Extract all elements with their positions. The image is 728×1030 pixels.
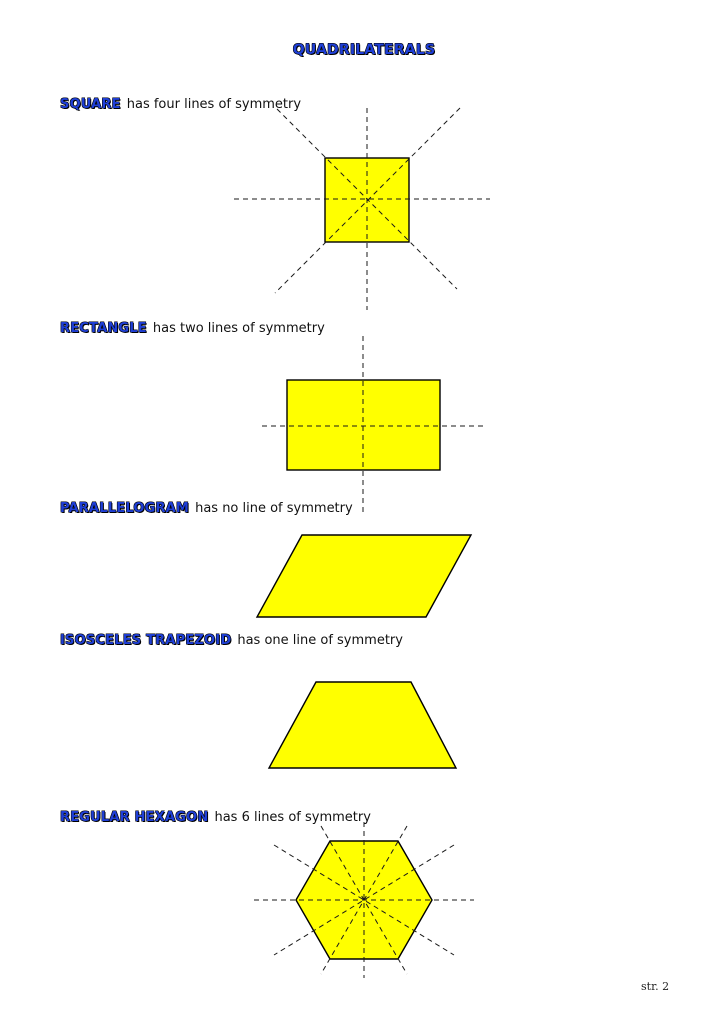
- trapezoid-description: has one line of symmetry: [237, 633, 403, 648]
- hexagon-label: REGULAR HEXAGON: [60, 810, 209, 825]
- square-label: SQUARE: [60, 97, 121, 112]
- page-number: str. 2: [641, 980, 670, 993]
- rectangle-figure: [262, 336, 487, 515]
- rectangle-label: RECTANGLE: [60, 321, 147, 336]
- parallelogram-label: PARALLELOGRAM: [60, 501, 190, 516]
- page-title: QUADRILATERALS: [292, 42, 436, 58]
- parallelogram-description: has no line of symmetry: [195, 501, 353, 516]
- hexagon-figure: [254, 822, 474, 978]
- trapezoid-label: ISOSCELES TRAPEZOID: [60, 633, 232, 648]
- trapezoid-figure: [269, 682, 456, 768]
- parallelogram-figure: [257, 535, 471, 617]
- parallelogram-shape: [257, 535, 471, 617]
- hexagon-description: has 6 lines of symmetry: [214, 810, 371, 825]
- rectangle-description: has two lines of symmetry: [152, 321, 325, 336]
- square-description: has four lines of symmetry: [126, 97, 302, 112]
- trapezoid-shape: [269, 682, 456, 768]
- square-figure: [234, 108, 490, 310]
